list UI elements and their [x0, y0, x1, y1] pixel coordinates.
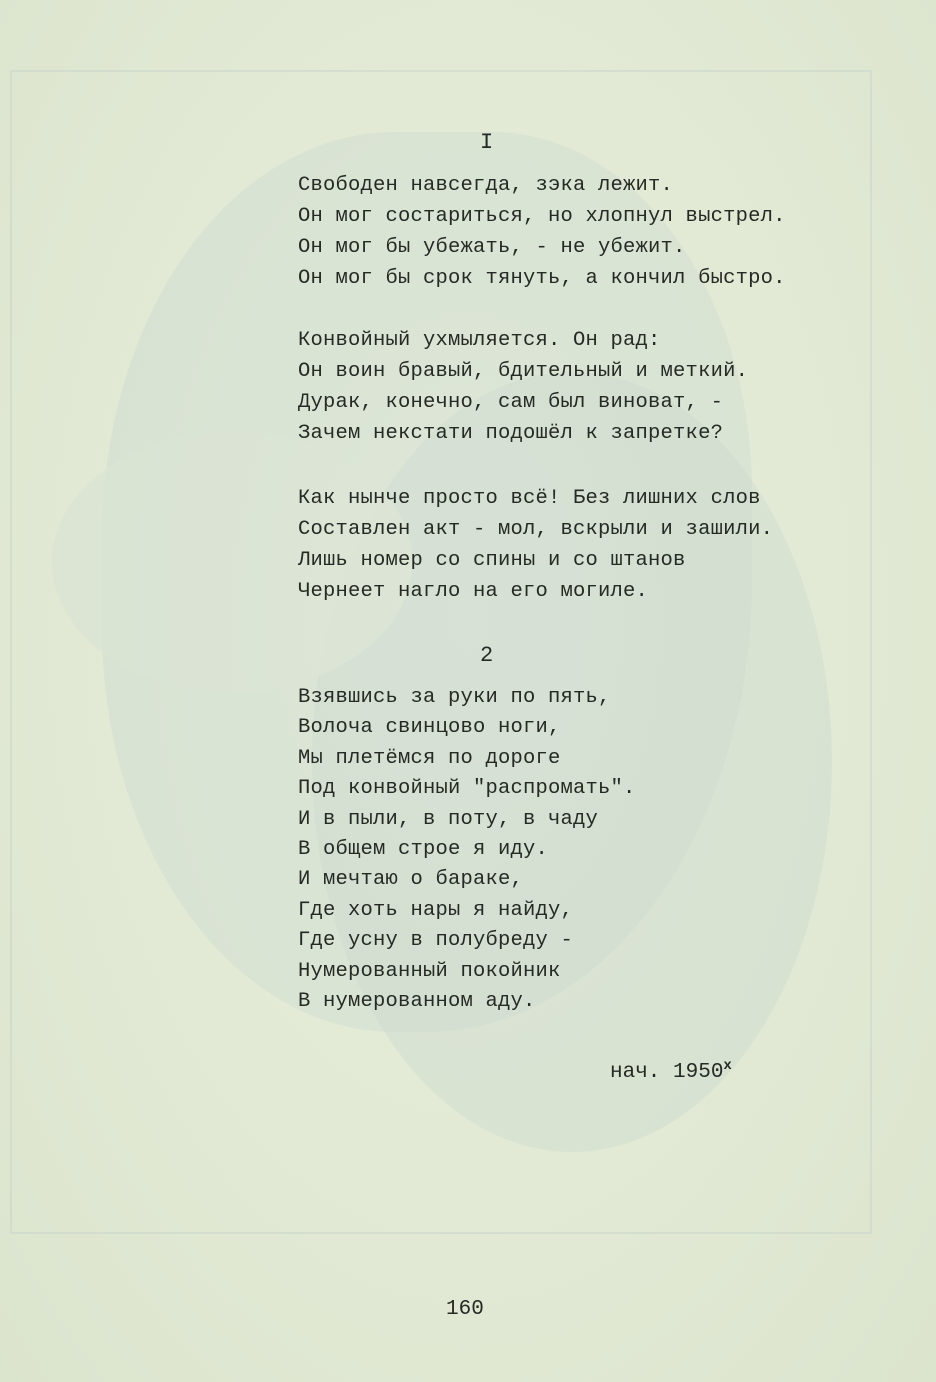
- verse-line: Мы плетёмся по дороге: [298, 746, 561, 770]
- stanza-3: [298, 483, 773, 607]
- verse-line: Свободен навсегда, зэка лежит.: [298, 174, 674, 197]
- page-number: 160: [446, 1298, 484, 1321]
- verse-line: Где усну в полубреду -: [298, 929, 574, 953]
- verse-line: Составлен акт - мол, вскрыли и зашили.: [298, 518, 774, 541]
- verse-line: И мечтаю о бараке,: [298, 868, 524, 892]
- verse-line: Зачем некстати подошёл к запретке?: [298, 422, 724, 445]
- verse-line: Под конвойный "распромать".: [298, 777, 636, 801]
- verse-line: Он мог бы срок тянуть, а кончил быстро.: [298, 267, 786, 290]
- verse-line: И в пыли, в поту, в чаду: [298, 807, 599, 831]
- verse-line: Нумерованный покойник: [298, 959, 561, 983]
- stanza-1: [298, 170, 786, 294]
- verse-line: Он мог бы убежать, - не убежит.: [298, 236, 686, 259]
- verse-line: Конвойный ухмыляется. Он рад:: [298, 329, 661, 352]
- date-note: [610, 1058, 732, 1084]
- verse-line: Лишь номер со спины и со штанов: [298, 549, 686, 572]
- verse-line: Он воин бравый, бдительный и меткий.: [298, 360, 749, 383]
- verse-line: Дурак, конечно, сам был виноват, -: [298, 391, 724, 414]
- date-mark: x: [723, 1058, 732, 1074]
- verse-line: Взявшись за руки по пять,: [298, 686, 611, 709]
- verse-line: Он мог состариться, но хлопнул выстрел.: [298, 205, 786, 228]
- verse-line: В общем строе я иду.: [298, 837, 549, 861]
- date-text: нач. 1950: [610, 1061, 724, 1084]
- verse-line: Где хоть нары я найду,: [298, 898, 574, 922]
- stanza-4: [298, 683, 636, 1017]
- verse-line: Чернеет нагло на его могиле.: [298, 580, 649, 603]
- verse-line: Как нынче просто всё! Без лишних слов: [298, 487, 761, 510]
- verse-line: В нумерованном аду.: [298, 989, 536, 1013]
- section-number-1: I: [480, 130, 495, 155]
- verse-line: Волоча свинцово ноги,: [298, 716, 561, 740]
- section-number-2: 2: [480, 643, 495, 668]
- stanza-2: [298, 325, 748, 449]
